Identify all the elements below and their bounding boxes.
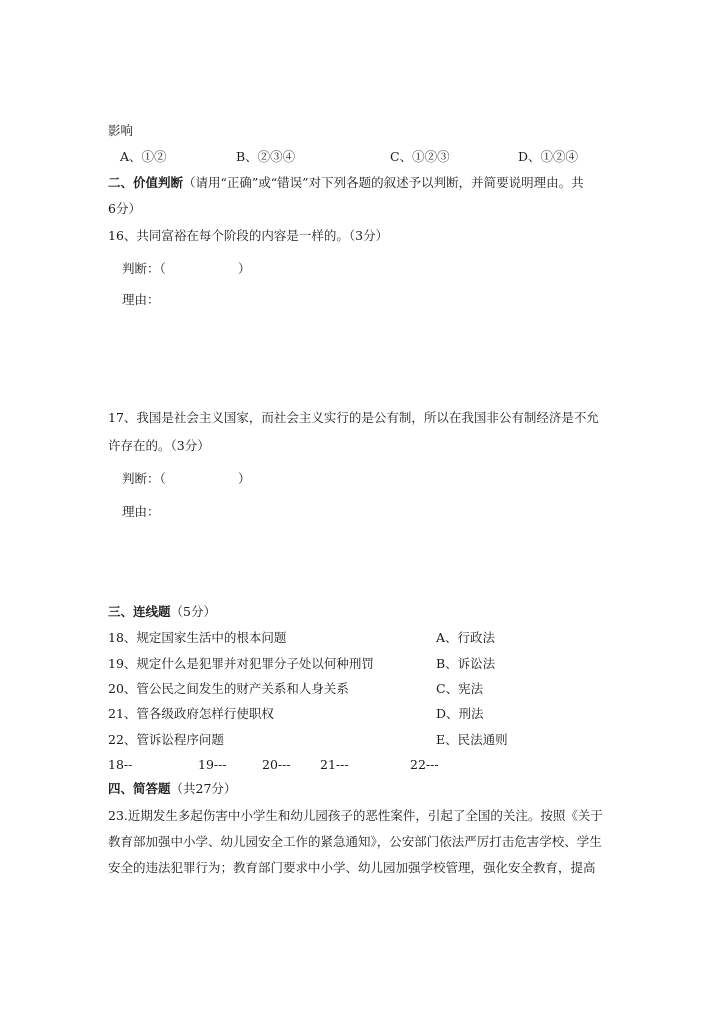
q16-reason-label: 理由： — [122, 292, 160, 307]
section2-instruction: （请用“正确”或“错误”对下列各题的叙述予以判断，并简要说明理由。共 — [183, 175, 584, 190]
q16-question: 16、共同富裕在每个阶段的内容是一样的。（3分） — [108, 228, 389, 243]
match-right-e: E、民法通则 — [436, 732, 508, 747]
q17-judge-label: 判断：（ — [122, 471, 166, 486]
q23-line-2: 教育部加强中小学、幼儿园安全工作的紧急通知》，公安部门依法严厉打击危害学校、学生 — [108, 834, 602, 849]
match-right-c: C、宪法 — [436, 681, 484, 696]
section4-title — [108, 781, 236, 797]
q23-line-3: 安全的违法犯罪行为；教育部门要求中小学、幼儿园加强学校管理，强化安全教育，提高 — [108, 860, 596, 875]
option-c: C、①②③ — [390, 149, 450, 164]
option-a: A、①② — [120, 149, 167, 164]
match-left-18: 18、规定国家生活中的根本问题 — [108, 630, 287, 645]
answer-18: 18-- — [108, 757, 133, 772]
option-b: B、②③④ — [236, 149, 296, 164]
section2-title — [108, 175, 584, 191]
answer-22: 22--- — [410, 757, 439, 772]
q17-reason-label: 理由： — [122, 504, 160, 519]
option-d: D、①②④ — [518, 149, 579, 164]
q17-question: 17、我国是社会主义国家，而社会主义实行的是公有制，所以在我国非公有制经济是不允 — [108, 410, 599, 425]
q16-judge-close: ） — [238, 261, 251, 276]
q16-judge-label: 判断：（ — [122, 261, 166, 276]
intro-tail: 影响 — [108, 123, 134, 138]
section2-heading: 二、价值判断 — [108, 175, 184, 190]
match-left-22: 22、管诉讼程序问题 — [108, 732, 224, 747]
answer-19: 19--- — [198, 757, 227, 772]
q23-line-1: 23.近期发生多起伤害中小学生和幼儿园孩子的恶性案件，引起了全国的关注。按照《关于 — [108, 808, 603, 823]
section3-heading: 三、连线题 — [108, 604, 171, 619]
match-right-d: D、刑法 — [436, 706, 484, 721]
section3-title — [108, 604, 216, 620]
match-right-b: B、诉讼法 — [436, 656, 496, 671]
q17-question-cont: 许存在的。（3分） — [108, 438, 210, 453]
section3-points: （5分） — [170, 604, 216, 619]
section2-instruction-cont: 6分） — [108, 201, 141, 216]
match-left-21: 21、管各级政府怎样行使职权 — [108, 706, 274, 721]
section4-points: （共27分） — [170, 781, 237, 796]
match-left-20: 20、管公民之间发生的财产关系和人身关系 — [108, 681, 349, 696]
answer-21: 21--- — [320, 757, 349, 772]
q17-judge-close: ） — [238, 471, 251, 486]
match-left-19: 19、规定什么是犯罪并对犯罪分子处以何种刑罚 — [108, 656, 374, 671]
match-right-a: A、行政法 — [436, 630, 496, 645]
section4-heading: 四、简答题 — [108, 781, 171, 796]
answer-20: 20--- — [262, 757, 291, 772]
